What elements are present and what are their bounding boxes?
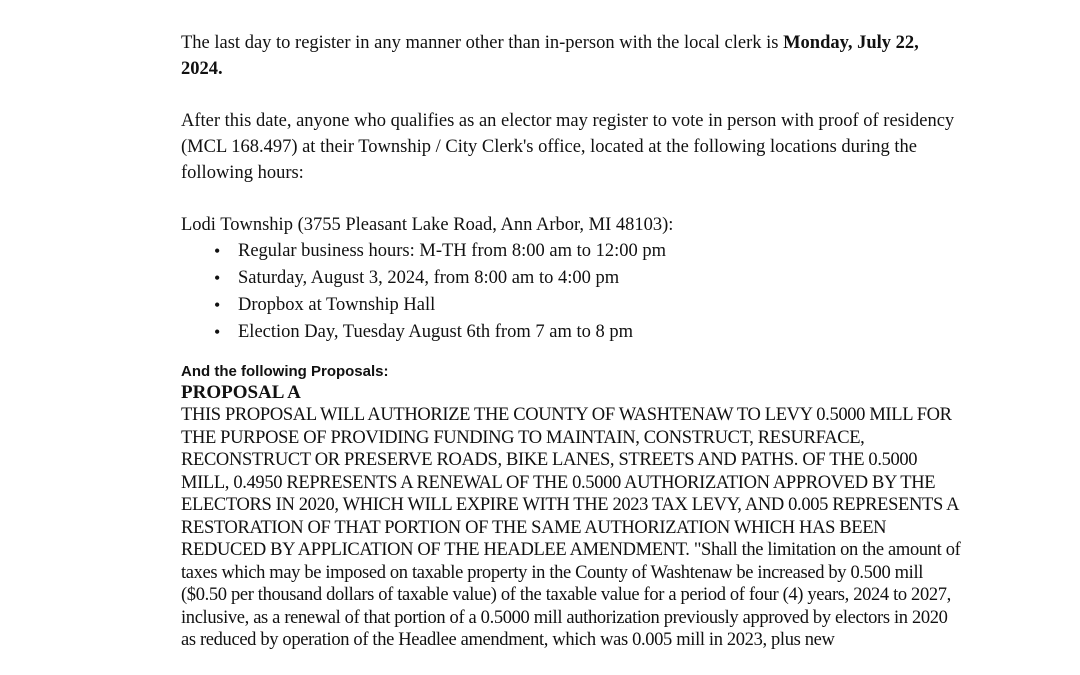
spacer: [181, 82, 961, 108]
proposal-a-text: THIS PROPOSAL WILL AUTHORIZE THE COUNTY OF WASHTENAW TO LEVY 0.5000 MILL FOR THE PURPOSE OF PROVIDING FUNDING TO MAINTAIN, CONSTRUCT, RESURFACE, RECONSTRUCT OR PRESERVE ROADS, BIKE LANES, STREETS AND PATHS. OF THE 0.5000 MILL, 0.4950 REPRESENTS A RENEWAL OF THE 0.5000 AUTHORIZATION APPROVED BY THE ELECTORS IN 2020, WHICH WILL EXPIRE WITH THE 2023 TAX LEVY, AND 0.005 REPRESENTS A RESTORATION OF THAT PORTION OF THE SAME AUTHORIZATION WHICH HAS BEEN REDUCED BY APPLICATION OF THE HEADLEE AMENDMENT. "Shall the limitation on the amount of taxes which may be imposed on taxable property in the County of Washtenaw be increased by 0.500 mill ($0.50 per thousand dollars of taxable value) of the taxable value for a period of four (4) years, 2024 to 2027, inclusive, as a renewal of that portion of a 0.5000 mill authorization previously approved by electors in 2020 as reduced by operation of the Headlee amendment, which was 0.005 mill in 2023, plus new: [181, 405, 961, 650]
proposal-a-title: PROPOSAL A: [181, 382, 301, 403]
deadline-date: Monday, July 22, 2024.: [181, 33, 919, 79]
deadline-text: The last day to register in any manner other than in-person with the local clerk is: [181, 33, 784, 53]
express-sos-link[interactable]: [181, 0, 355, 1]
document-page: [181, 0, 961, 652]
proposals-heading: And the following Proposals:: [181, 363, 389, 380]
spacer: [181, 4, 961, 30]
in-person-registration-paragraph: After this date, anyone who qualifies as an elector may register to vote in person with proof of residency (MCL 168.497) at their Township / City Clerk's office, located at the following locations during the following hours:: [181, 111, 955, 183]
hours-list: [181, 238, 961, 346]
registration-deadline-paragraph: [181, 30, 961, 82]
hours-list-item: • Saturday, August 3, 2024, from 8:00 am to 4:00 pm: [238, 265, 961, 292]
spacer: [181, 186, 961, 212]
location-name: Lodi Township (3755 Pleasant Lake Road, Ann Arbor, MI 48103):: [181, 215, 674, 235]
hours-list-item: • Election Day, Tuesday August 6th from 7 am to 8 pm: [238, 319, 961, 346]
hours-list-item: • Regular business hours: M-TH from 8:00 am to 12:00 pm: [238, 238, 961, 265]
hours-list-item: • Dropbox at Township Hall: [238, 292, 961, 319]
